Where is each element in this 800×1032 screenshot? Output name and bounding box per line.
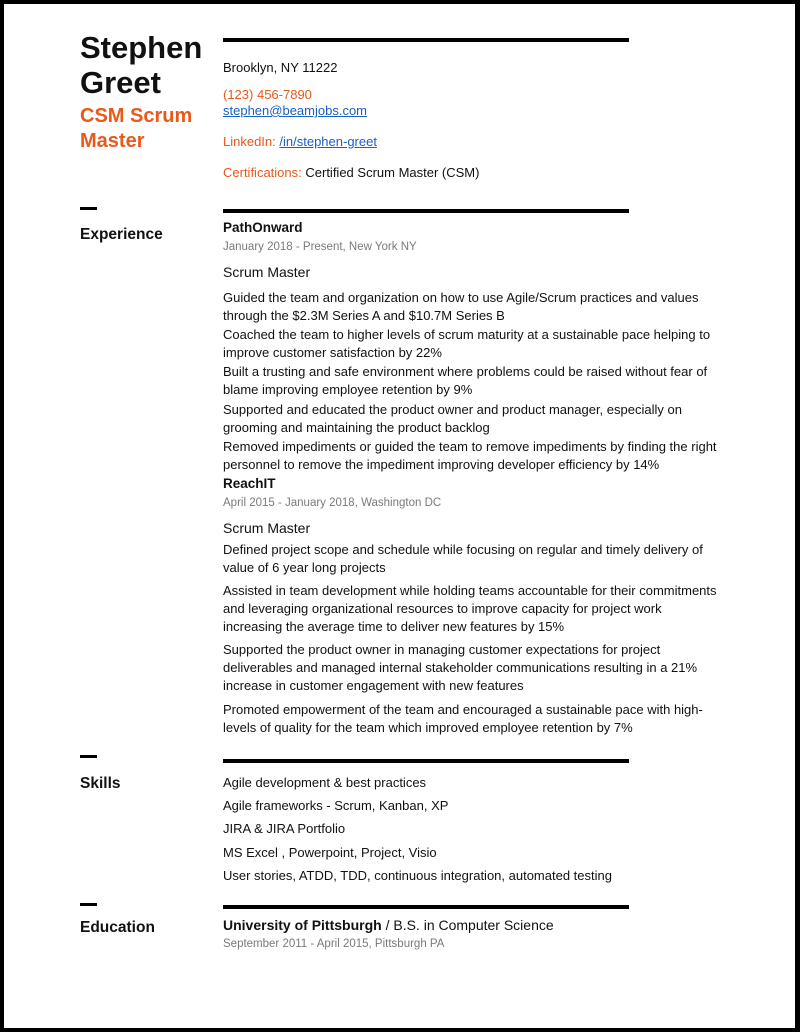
skill-item: JIRA & JIRA Portfolio xyxy=(223,821,346,836)
education-separator: / xyxy=(381,917,394,933)
job-meta: January 2018 - Present, New York NY xyxy=(223,241,417,253)
certifications-line xyxy=(223,164,723,182)
section-skills: Skills xyxy=(80,775,121,792)
email-wrap xyxy=(223,102,723,120)
skill-item: Agile frameworks - Scrum, Kanban, XP xyxy=(223,798,449,813)
school-name: University of Pittsburgh xyxy=(223,917,382,933)
resume-page xyxy=(4,4,795,1028)
degree: B.S. in Computer Science xyxy=(393,917,554,933)
section-experience: Experience xyxy=(80,226,163,243)
education-meta: September 2011 - April 2015, Pittsburgh PA xyxy=(223,938,445,950)
header-divider xyxy=(223,38,629,42)
experience-dash xyxy=(80,207,97,210)
company-name: ReachIT xyxy=(223,476,276,491)
linkedin-label: LinkedIn: xyxy=(223,134,276,149)
education-line xyxy=(223,916,723,934)
job-bullet: Defined project scope and schedule while focusing on regular and timely delivery of value of 6 year long projects xyxy=(223,542,703,575)
job-bullet: Assisted in team development while holding teams accountable for their commitments and leveraging organizational resources to improve capacity for project work increasing the average time to deliver new features by 15% xyxy=(223,583,717,634)
candidate-role: CSM Scrum Master xyxy=(80,105,193,152)
job-bullet: Supported the product owner in managing customer expectations for project deliverables and managed internal stakeholder communications resulting in a 21% increase in customer engagement with new features xyxy=(223,642,698,693)
section-education: Education xyxy=(80,919,155,936)
linkedin-line xyxy=(223,133,723,151)
job-bullet: Guided the team and organization on how to use Agile/Scrum practices and values through the $2.3M Series A and $10.7M Series B xyxy=(223,290,699,323)
job-bullet: Built a trusting and safe environment where problems could be raised without fear of blame improving employee retention by 9% xyxy=(223,364,708,397)
skills-divider xyxy=(223,759,629,763)
email-link[interactable]: stephen@beamjobs.com xyxy=(223,103,367,118)
education-divider xyxy=(223,905,629,909)
skill-item: User stories, ATDD, TDD, continuous integration, automated testing xyxy=(223,868,612,883)
company-name: PathOnward xyxy=(223,220,303,235)
job-bullet: Supported and educated the product owner and product manager, especially on grooming and maintaining the product backlog xyxy=(223,402,682,435)
certifications-value: Certified Scrum Master (CSM) xyxy=(305,165,480,180)
phone: (123) 456-7890 xyxy=(223,87,312,102)
skill-item: MS Excel , Powerpoint, Project, Visio xyxy=(223,845,437,860)
skills-dash xyxy=(80,755,97,758)
job-bullet: Coached the team to higher levels of scrum maturity at a sustainable pace helping to improve customer satisfaction by 22% xyxy=(223,327,711,360)
job-title: Scrum Master xyxy=(223,520,311,536)
experience-divider xyxy=(223,209,629,213)
linkedin-link[interactable]: /in/stephen-greet xyxy=(279,134,377,149)
education-dash xyxy=(80,903,97,906)
job-title: Scrum Master xyxy=(223,264,311,280)
candidate-name: Stephen Greet xyxy=(80,30,203,100)
address: Brooklyn, NY 11222 xyxy=(223,60,338,75)
job-bullet: Removed impediments or guided the team to remove impediments by finding the right personnel to remove the impediment improving developer efficiency by 14% xyxy=(223,439,717,472)
certifications-label: Certifications: xyxy=(223,165,302,180)
job-bullet: Promoted empowerment of the team and encouraged a sustainable pace with high-levels of quality for the team which improved employee retention by 7% xyxy=(223,702,703,735)
skill-item: Agile development & best practices xyxy=(223,775,427,790)
job-meta: April 2015 - January 2018, Washington DC xyxy=(223,497,442,509)
